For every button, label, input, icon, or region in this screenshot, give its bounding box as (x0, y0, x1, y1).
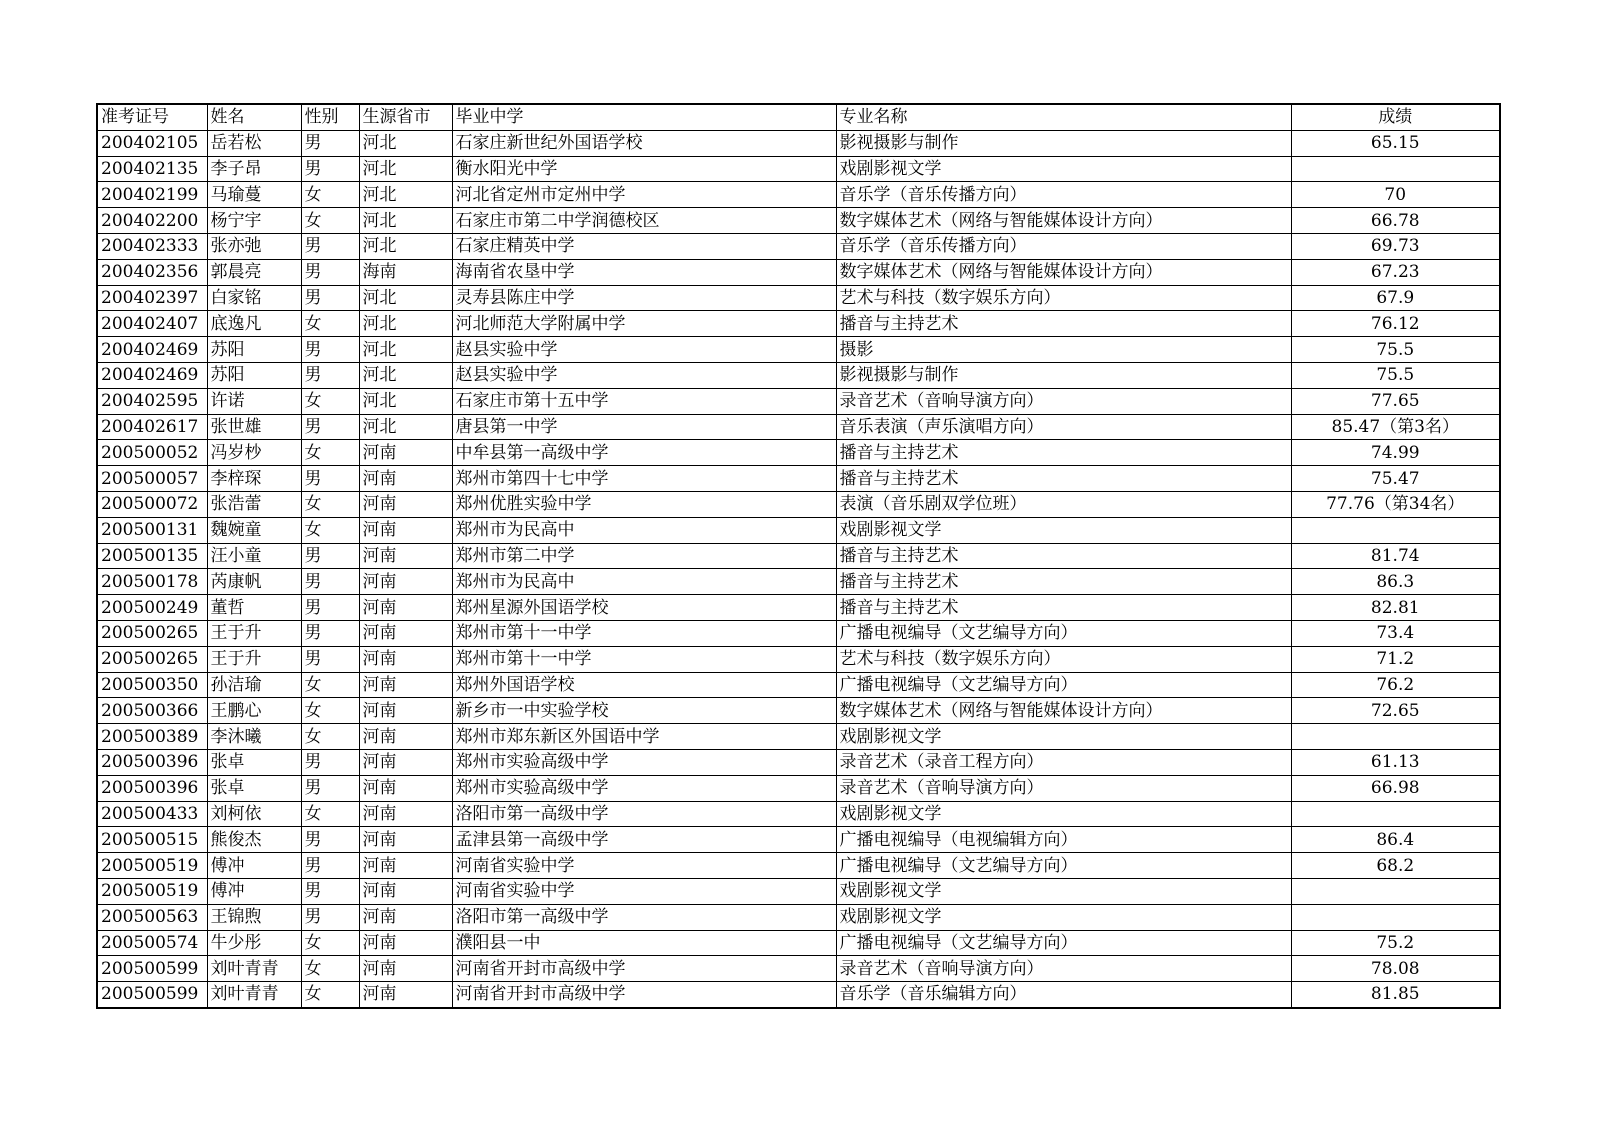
cell-province: 河北 (359, 414, 452, 440)
table-row (97, 362, 1500, 388)
cell-province: 河北 (359, 285, 452, 311)
cell-gender: 男 (301, 337, 359, 363)
cell-exam-id: 200402200 (97, 208, 207, 234)
cell-school: 郑州市第十一中学 (452, 620, 836, 646)
cell-score: 75.5 (1291, 362, 1500, 388)
cell-province: 河南 (359, 956, 452, 982)
cell-exam-id: 200500265 (97, 620, 207, 646)
cell-major: 广播电视编导（文艺编导方向） (836, 930, 1291, 956)
table-row (97, 595, 1500, 621)
cell-province: 河南 (359, 982, 452, 1008)
cell-province: 河南 (359, 698, 452, 724)
cell-province: 河南 (359, 569, 452, 595)
cell-gender: 女 (301, 724, 359, 750)
cell-school: 新乡市一中实验学校 (452, 698, 836, 724)
cell-gender: 女 (301, 388, 359, 414)
cell-school: 衡水阳光中学 (452, 156, 836, 182)
cell-gender: 女 (301, 440, 359, 466)
cell-province: 河南 (359, 853, 452, 879)
cell-name: 熊俊杰 (207, 827, 301, 853)
cell-province: 河北 (359, 233, 452, 259)
cell-major: 戏剧影视文学 (836, 904, 1291, 930)
cell-province: 河北 (359, 208, 452, 234)
cell-exam-id: 200402333 (97, 233, 207, 259)
table-row (97, 956, 1500, 982)
table-row (97, 208, 1500, 234)
cell-school: 郑州市第四十七中学 (452, 466, 836, 492)
cell-exam-id: 200402105 (97, 130, 207, 156)
cell-gender: 女 (301, 208, 359, 234)
cell-major: 影视摄影与制作 (836, 362, 1291, 388)
cell-province: 河南 (359, 775, 452, 801)
cell-score: 86.3 (1291, 569, 1500, 595)
cell-school: 河北省定州市定州中学 (452, 182, 836, 208)
cell-gender: 男 (301, 233, 359, 259)
cell-name: 李梓琛 (207, 466, 301, 492)
cell-province: 河南 (359, 620, 452, 646)
cell-exam-id: 200500519 (97, 853, 207, 879)
cell-province: 河南 (359, 878, 452, 904)
cell-major: 广播电视编导（文艺编导方向） (836, 672, 1291, 698)
cell-score (1291, 517, 1500, 543)
cell-exam-id: 200500131 (97, 517, 207, 543)
cell-major: 影视摄影与制作 (836, 130, 1291, 156)
header-province: 生源省市 (359, 104, 452, 130)
cell-major: 数字媒体艺术（网络与智能媒体设计方向） (836, 259, 1291, 285)
cell-major: 录音艺术（音响导演方向） (836, 388, 1291, 414)
cell-school: 河南省实验中学 (452, 853, 836, 879)
cell-gender: 男 (301, 156, 359, 182)
cell-gender: 男 (301, 620, 359, 646)
cell-school: 唐县第一中学 (452, 414, 836, 440)
cell-province: 河北 (359, 156, 452, 182)
cell-major: 录音艺术（音响导演方向） (836, 775, 1291, 801)
header-score: 成绩 (1291, 104, 1500, 130)
cell-score: 85.47（第3名） (1291, 414, 1500, 440)
cell-name: 张世雄 (207, 414, 301, 440)
cell-major: 艺术与科技（数字娱乐方向） (836, 646, 1291, 672)
table-row (97, 440, 1500, 466)
cell-name: 苏阳 (207, 362, 301, 388)
cell-school: 灵寿县陈庄中学 (452, 285, 836, 311)
table-row (97, 259, 1500, 285)
cell-school: 郑州市第十一中学 (452, 646, 836, 672)
cell-province: 河南 (359, 724, 452, 750)
cell-gender: 女 (301, 801, 359, 827)
cell-score: 70 (1291, 182, 1500, 208)
cell-major: 播音与主持艺术 (836, 466, 1291, 492)
cell-exam-id: 200500599 (97, 956, 207, 982)
cell-exam-id: 200500265 (97, 646, 207, 672)
cell-school: 石家庄精英中学 (452, 233, 836, 259)
table-row (97, 233, 1500, 259)
cell-province: 河南 (359, 749, 452, 775)
cell-gender: 男 (301, 259, 359, 285)
table-row (97, 337, 1500, 363)
cell-school: 濮阳县一中 (452, 930, 836, 956)
cell-gender: 男 (301, 414, 359, 440)
table-row (97, 285, 1500, 311)
cell-score: 77.76（第34名） (1291, 491, 1500, 517)
cell-gender: 男 (301, 904, 359, 930)
cell-exam-id: 200500072 (97, 491, 207, 517)
cell-name: 张卓 (207, 749, 301, 775)
table-row (97, 904, 1500, 930)
header-exam-id: 准考证号 (97, 104, 207, 130)
cell-major: 播音与主持艺术 (836, 440, 1291, 466)
cell-name: 傅冲 (207, 878, 301, 904)
table-row (97, 878, 1500, 904)
cell-score: 81.85 (1291, 982, 1500, 1008)
cell-name: 汪小童 (207, 543, 301, 569)
cell-gender: 女 (301, 698, 359, 724)
table-row (97, 827, 1500, 853)
cell-school: 石家庄新世纪外国语学校 (452, 130, 836, 156)
cell-score: 81.74 (1291, 543, 1500, 569)
cell-score (1291, 801, 1500, 827)
cell-major: 戏剧影视文学 (836, 517, 1291, 543)
cell-school: 海南省农垦中学 (452, 259, 836, 285)
cell-province: 河南 (359, 801, 452, 827)
table-row (97, 569, 1500, 595)
cell-score (1291, 724, 1500, 750)
cell-school: 郑州市第二中学 (452, 543, 836, 569)
cell-name: 底逸凡 (207, 311, 301, 337)
cell-major: 录音艺术（音响导演方向） (836, 956, 1291, 982)
cell-gender: 女 (301, 930, 359, 956)
cell-province: 河南 (359, 904, 452, 930)
cell-gender: 女 (301, 956, 359, 982)
cell-name: 白家铭 (207, 285, 301, 311)
cell-name: 刘柯依 (207, 801, 301, 827)
table-row (97, 930, 1500, 956)
cell-major: 音乐学（音乐传播方向） (836, 233, 1291, 259)
cell-exam-id: 200402469 (97, 337, 207, 363)
cell-gender: 女 (301, 982, 359, 1008)
header-name: 姓名 (207, 104, 301, 130)
cell-major: 数字媒体艺术（网络与智能媒体设计方向） (836, 698, 1291, 724)
cell-exam-id: 200500366 (97, 698, 207, 724)
cell-school: 河南省开封市高级中学 (452, 982, 836, 1008)
table-row (97, 311, 1500, 337)
cell-exam-id: 200402407 (97, 311, 207, 337)
cell-major: 录音艺术（录音工程方向） (836, 749, 1291, 775)
cell-score: 72.65 (1291, 698, 1500, 724)
cell-major: 音乐学（音乐传播方向） (836, 182, 1291, 208)
table-row (97, 646, 1500, 672)
cell-score: 71.2 (1291, 646, 1500, 672)
cell-score: 67.9 (1291, 285, 1500, 311)
cell-score: 77.65 (1291, 388, 1500, 414)
cell-gender: 男 (301, 362, 359, 388)
cell-name: 郭晨亮 (207, 259, 301, 285)
cell-school: 赵县实验中学 (452, 362, 836, 388)
cell-name: 傅冲 (207, 853, 301, 879)
cell-province: 河南 (359, 595, 452, 621)
cell-school: 石家庄市第二中学润德校区 (452, 208, 836, 234)
cell-score: 69.73 (1291, 233, 1500, 259)
cell-school: 赵县实验中学 (452, 337, 836, 363)
cell-name: 张卓 (207, 775, 301, 801)
cell-gender: 女 (301, 311, 359, 337)
cell-province: 河北 (359, 337, 452, 363)
cell-major: 摄影 (836, 337, 1291, 363)
table-row (97, 414, 1500, 440)
cell-score: 78.08 (1291, 956, 1500, 982)
cell-major: 播音与主持艺术 (836, 311, 1291, 337)
cell-name: 王锦煦 (207, 904, 301, 930)
cell-gender: 男 (301, 543, 359, 569)
cell-score: 74.99 (1291, 440, 1500, 466)
cell-gender: 男 (301, 569, 359, 595)
cell-school: 洛阳市第一高级中学 (452, 801, 836, 827)
cell-school: 石家庄市第十五中学 (452, 388, 836, 414)
cell-exam-id: 200500563 (97, 904, 207, 930)
cell-province: 河南 (359, 543, 452, 569)
header-major: 专业名称 (836, 104, 1291, 130)
cell-province: 河南 (359, 517, 452, 543)
cell-gender: 男 (301, 749, 359, 775)
cell-exam-id: 200500052 (97, 440, 207, 466)
cell-school: 郑州市为民高中 (452, 517, 836, 543)
cell-gender: 男 (301, 827, 359, 853)
cell-school: 孟津县第一高级中学 (452, 827, 836, 853)
cell-major: 戏剧影视文学 (836, 156, 1291, 182)
cell-exam-id: 200500389 (97, 724, 207, 750)
cell-name: 冯岁杪 (207, 440, 301, 466)
cell-province: 河南 (359, 672, 452, 698)
cell-exam-id: 200500178 (97, 569, 207, 595)
cell-name: 苏阳 (207, 337, 301, 363)
cell-gender: 男 (301, 775, 359, 801)
table-row (97, 491, 1500, 517)
cell-score: 65.15 (1291, 130, 1500, 156)
cell-major: 音乐表演（声乐演唱方向） (836, 414, 1291, 440)
cell-major: 广播电视编导（文艺编导方向） (836, 853, 1291, 879)
cell-score: 76.2 (1291, 672, 1500, 698)
cell-school: 河南省开封市高级中学 (452, 956, 836, 982)
cell-major: 播音与主持艺术 (836, 543, 1291, 569)
cell-gender: 男 (301, 878, 359, 904)
cell-score: 76.12 (1291, 311, 1500, 337)
cell-score: 66.78 (1291, 208, 1500, 234)
table-row (97, 156, 1500, 182)
cell-exam-id: 200402199 (97, 182, 207, 208)
cell-gender: 男 (301, 466, 359, 492)
cell-score: 75.5 (1291, 337, 1500, 363)
cell-name: 马瑜蔓 (207, 182, 301, 208)
cell-exam-id: 200500433 (97, 801, 207, 827)
cell-exam-id: 200500519 (97, 878, 207, 904)
cell-gender: 男 (301, 130, 359, 156)
cell-gender: 男 (301, 646, 359, 672)
cell-province: 海南 (359, 259, 452, 285)
cell-province: 河南 (359, 930, 452, 956)
cell-score: 61.13 (1291, 749, 1500, 775)
cell-province: 河南 (359, 646, 452, 672)
cell-score: 75.47 (1291, 466, 1500, 492)
cell-school: 中牟县第一高级中学 (452, 440, 836, 466)
cell-major: 广播电视编导（文艺编导方向） (836, 620, 1291, 646)
cell-province: 河北 (359, 311, 452, 337)
cell-score (1291, 878, 1500, 904)
cell-exam-id: 200500574 (97, 930, 207, 956)
cell-school: 郑州市为民高中 (452, 569, 836, 595)
table-row (97, 130, 1500, 156)
cell-exam-id: 200500515 (97, 827, 207, 853)
cell-score (1291, 156, 1500, 182)
cell-score: 68.2 (1291, 853, 1500, 879)
cell-name: 王于升 (207, 646, 301, 672)
table-row (97, 775, 1500, 801)
cell-province: 河南 (359, 827, 452, 853)
cell-major: 艺术与科技（数字娱乐方向） (836, 285, 1291, 311)
cell-major: 戏剧影视文学 (836, 801, 1291, 827)
cell-name: 张亦弛 (207, 233, 301, 259)
cell-name: 王于升 (207, 620, 301, 646)
cell-name: 魏婉童 (207, 517, 301, 543)
cell-name: 杨宁宇 (207, 208, 301, 234)
cell-exam-id: 200500057 (97, 466, 207, 492)
cell-name: 芮康帆 (207, 569, 301, 595)
cell-name: 许诺 (207, 388, 301, 414)
cell-school: 河北师范大学附属中学 (452, 311, 836, 337)
cell-province: 河南 (359, 491, 452, 517)
table-row (97, 982, 1500, 1008)
cell-exam-id: 200402469 (97, 362, 207, 388)
header-gender: 性别 (301, 104, 359, 130)
cell-school: 洛阳市第一高级中学 (452, 904, 836, 930)
cell-exam-id: 200402617 (97, 414, 207, 440)
cell-exam-id: 200500396 (97, 749, 207, 775)
cell-major: 戏剧影视文学 (836, 878, 1291, 904)
cell-exam-id: 200402397 (97, 285, 207, 311)
cell-school: 郑州市实验高级中学 (452, 749, 836, 775)
cell-score: 86.4 (1291, 827, 1500, 853)
cell-name: 刘叶青青 (207, 956, 301, 982)
cell-score: 67.23 (1291, 259, 1500, 285)
cell-major: 数字媒体艺术（网络与智能媒体设计方向） (836, 208, 1291, 234)
header-school: 毕业中学 (452, 104, 836, 130)
table-row (97, 543, 1500, 569)
cell-school: 河南省实验中学 (452, 878, 836, 904)
cell-exam-id: 200402356 (97, 259, 207, 285)
cell-exam-id: 200500249 (97, 595, 207, 621)
cell-province: 河北 (359, 130, 452, 156)
cell-name: 岳若松 (207, 130, 301, 156)
table-row (97, 672, 1500, 698)
cell-name: 王鹏心 (207, 698, 301, 724)
cell-major: 播音与主持艺术 (836, 595, 1291, 621)
cell-gender: 男 (301, 285, 359, 311)
cell-name: 刘叶青青 (207, 982, 301, 1008)
cell-school: 郑州外国语学校 (452, 672, 836, 698)
cell-major: 广播电视编导（电视编辑方向） (836, 827, 1291, 853)
cell-score (1291, 904, 1500, 930)
cell-exam-id: 200500396 (97, 775, 207, 801)
cell-gender: 男 (301, 853, 359, 879)
cell-gender: 女 (301, 182, 359, 208)
cell-score: 82.81 (1291, 595, 1500, 621)
table-row (97, 182, 1500, 208)
cell-province: 河北 (359, 182, 452, 208)
table-row (97, 466, 1500, 492)
cell-gender: 男 (301, 595, 359, 621)
cell-exam-id: 200500350 (97, 672, 207, 698)
table-row (97, 724, 1500, 750)
cell-school: 郑州星源外国语学校 (452, 595, 836, 621)
table-row (97, 698, 1500, 724)
cell-exam-id: 200500135 (97, 543, 207, 569)
table-row (97, 801, 1500, 827)
cell-name: 牛少彤 (207, 930, 301, 956)
cell-school: 郑州市郑东新区外国语中学 (452, 724, 836, 750)
cell-major: 音乐学（音乐编辑方向） (836, 982, 1291, 1008)
cell-exam-id: 200402135 (97, 156, 207, 182)
table-row (97, 388, 1500, 414)
cell-school: 郑州优胜实验中学 (452, 491, 836, 517)
cell-exam-id: 200500599 (97, 982, 207, 1008)
cell-gender: 女 (301, 517, 359, 543)
table-row (97, 749, 1500, 775)
cell-province: 河南 (359, 466, 452, 492)
cell-score: 75.2 (1291, 930, 1500, 956)
score-table (96, 103, 1501, 1009)
cell-gender: 女 (301, 672, 359, 698)
table-row (97, 853, 1500, 879)
cell-province: 河北 (359, 388, 452, 414)
cell-name: 孙洁瑜 (207, 672, 301, 698)
cell-major: 表演（音乐剧双学位班） (836, 491, 1291, 517)
cell-major: 戏剧影视文学 (836, 724, 1291, 750)
cell-major: 播音与主持艺术 (836, 569, 1291, 595)
cell-name: 李子昂 (207, 156, 301, 182)
cell-name: 董哲 (207, 595, 301, 621)
cell-gender: 女 (301, 491, 359, 517)
table-row (97, 517, 1500, 543)
table-row (97, 620, 1500, 646)
cell-exam-id: 200402595 (97, 388, 207, 414)
cell-school: 郑州市实验高级中学 (452, 775, 836, 801)
cell-score: 73.4 (1291, 620, 1500, 646)
header-row (97, 104, 1500, 130)
cell-province: 河北 (359, 362, 452, 388)
cell-name: 张浩蕾 (207, 491, 301, 517)
cell-province: 河南 (359, 440, 452, 466)
cell-score: 66.98 (1291, 775, 1500, 801)
cell-name: 李沐曦 (207, 724, 301, 750)
